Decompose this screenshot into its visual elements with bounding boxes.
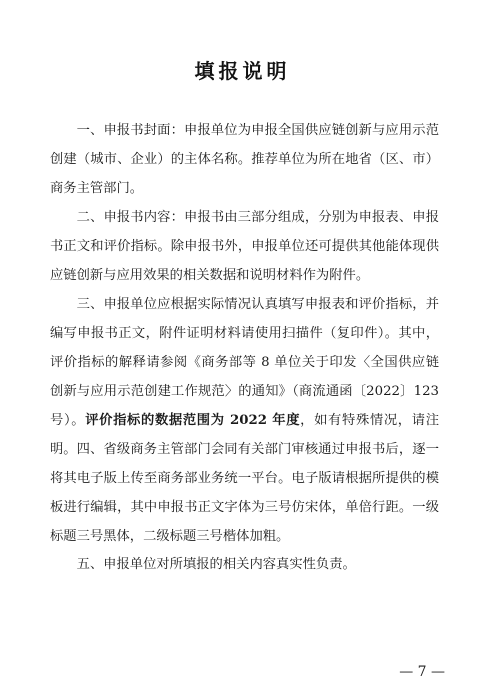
- page-title: 填报说明: [194, 59, 291, 83]
- paragraph-fill-requirements-text: 三、申报单位应根据实际情况认真填写申报表和评价指标，并编写申报书正文，附件证明材料请使用扫描件（复印件）。其中，评价指标的解释请参阅《商务部等 8 单位关于印发〈全国供应链创新与应用示范创建工作规范〉的通知》（商流通函〔2022〕123 号）。: [50, 297, 439, 428]
- paragraph-content: 二、申报书内容：申报书由三部分组成，分别为申报表、申报书正文和评价指标。除申报书外，申报单位还可提供其他能体现供应链创新与应用效果的相关数据和说明材料作为附件。: [50, 210, 439, 283]
- page-number: — 7 —: [399, 664, 445, 680]
- data-range-emphasis: 评价指标的数据范围为 2022 年度: [85, 413, 301, 428]
- paragraph-submission: 四、省级商务主管部门会同有关部门审核通过申报书后，逐一将其电子版上传至商务部业务统一平台。电子版请根据所提供的模板进行编辑，其中申报书正文字体为三号仿宋体，单倍行距。一级标题三号黑体，二级标题三号楷体加粗。: [50, 442, 439, 544]
- paragraph-responsibility: 五、申报单位对所填报的相关内容真实性负责。: [76, 557, 356, 572]
- paragraph-fill-requirements-tail: ，如有特殊情况，请注明。: [50, 413, 439, 457]
- paragraph-cover: 一、申报书封面：申报单位为申报全国供应链创新与应用示范创建（城市、企业）的主体名称。推荐单位为所在地省（区、市）商务主管部门。: [50, 123, 439, 196]
